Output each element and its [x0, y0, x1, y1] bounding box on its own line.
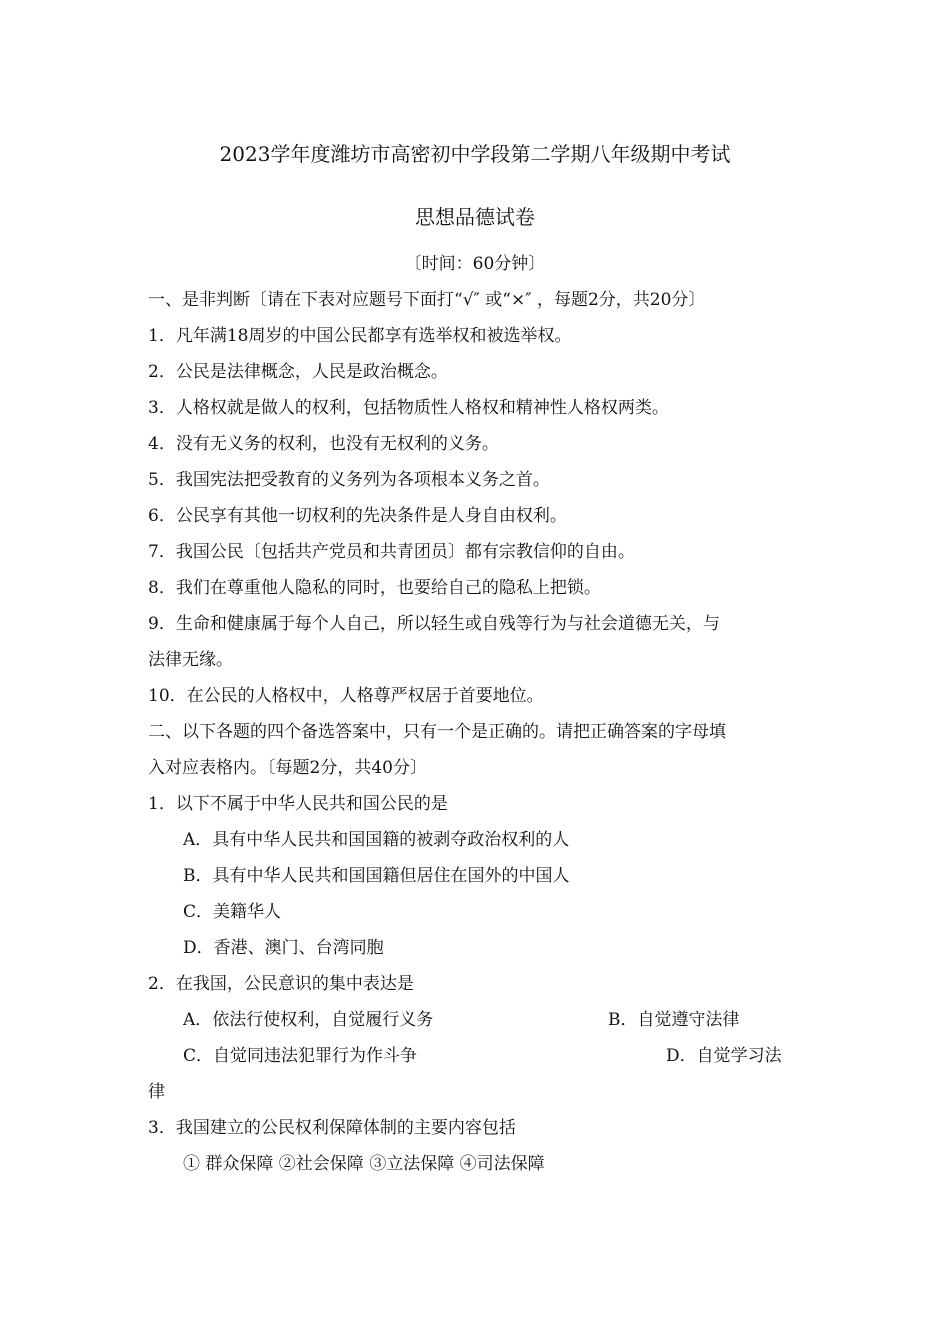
answer-option: D．香港、澳门、台湾同胞: [183, 938, 384, 958]
answer-option: B．具有中华人民共和国国籍但居住在国外的中国人: [183, 866, 570, 886]
answer-option: B．自觉遵守法律: [608, 1010, 740, 1030]
answer-option: D．自觉学习法: [666, 1046, 782, 1066]
question-item: 2．公民是法律概念，人民是政治概念。: [148, 362, 448, 382]
exam-title: 2023学年度潍坊市高密初中学段第二学期八年级期中考试: [219, 142, 731, 166]
question-item-continuation: 法律无缘。: [148, 650, 233, 670]
answer-option: A．具有中华人民共和国国籍的被剥夺政治权利的人: [183, 830, 570, 850]
time-note: 〔时间：60分钟〕: [404, 254, 546, 274]
question-item: 1．凡年满18周岁的中国公民都享有选举权和被选举权。: [148, 326, 572, 346]
question-item: 3．人格权就是做人的权利，包括物质性人格权和精神性人格权两类。: [148, 398, 669, 418]
exam-subtitle: 思想品德试卷: [415, 205, 535, 229]
section1-heading: 一、是非判断〔请在下表对应题号下面打“√″ 或“×″ ，每题2分，共20分〕: [148, 290, 706, 310]
answer-option-continuation: 律: [148, 1082, 165, 1102]
question-item: 6．公民享有其他一切权利的先决条件是人身自由权利。: [148, 506, 567, 526]
section2-heading: 二、以下各题的四个备选答案中，只有一个是正确的。请把正确答案的字母填: [148, 722, 726, 742]
question-stem: 3．我国建立的公民权利保障体制的主要内容包括: [148, 1118, 516, 1138]
question-item: 9．生命和健康属于每个人自己，所以轻生或自残等行为与社会道德无关，与: [148, 614, 720, 634]
question-stem: 2．在我国，公民意识的集中表达是: [148, 974, 414, 994]
question-item: 10．在公民的人格权中，人格尊严权居于首要地位。: [148, 686, 544, 706]
question-stem: 1．以下不属于中华人民共和国公民的是: [148, 794, 448, 814]
question-item: 8．我们在尊重他人隐私的同时，也要给自己的隐私上把锁。: [148, 578, 601, 598]
choice-list: ① 群众保障 ②社会保障 ③立法保障 ④司法保障: [183, 1154, 545, 1174]
answer-option: C．自觉同违法犯罪行为作斗争: [183, 1046, 418, 1066]
answer-option: C．美籍华人: [183, 902, 282, 922]
section2-heading-continuation: 入对应表格内。〔每题2分，共40分〕: [148, 758, 427, 778]
answer-option: A．依法行使权利，自觉履行义务: [183, 1010, 434, 1030]
question-item: 7．我国公民〔包括共产党员和共青团员〕都有宗教信仰的自由。: [148, 542, 635, 562]
question-item: 5．我国宪法把受教育的义务列为各项根本义务之首。: [148, 470, 550, 490]
question-item: 4．没有无义务的权利，也没有无权利的义务。: [148, 434, 499, 454]
